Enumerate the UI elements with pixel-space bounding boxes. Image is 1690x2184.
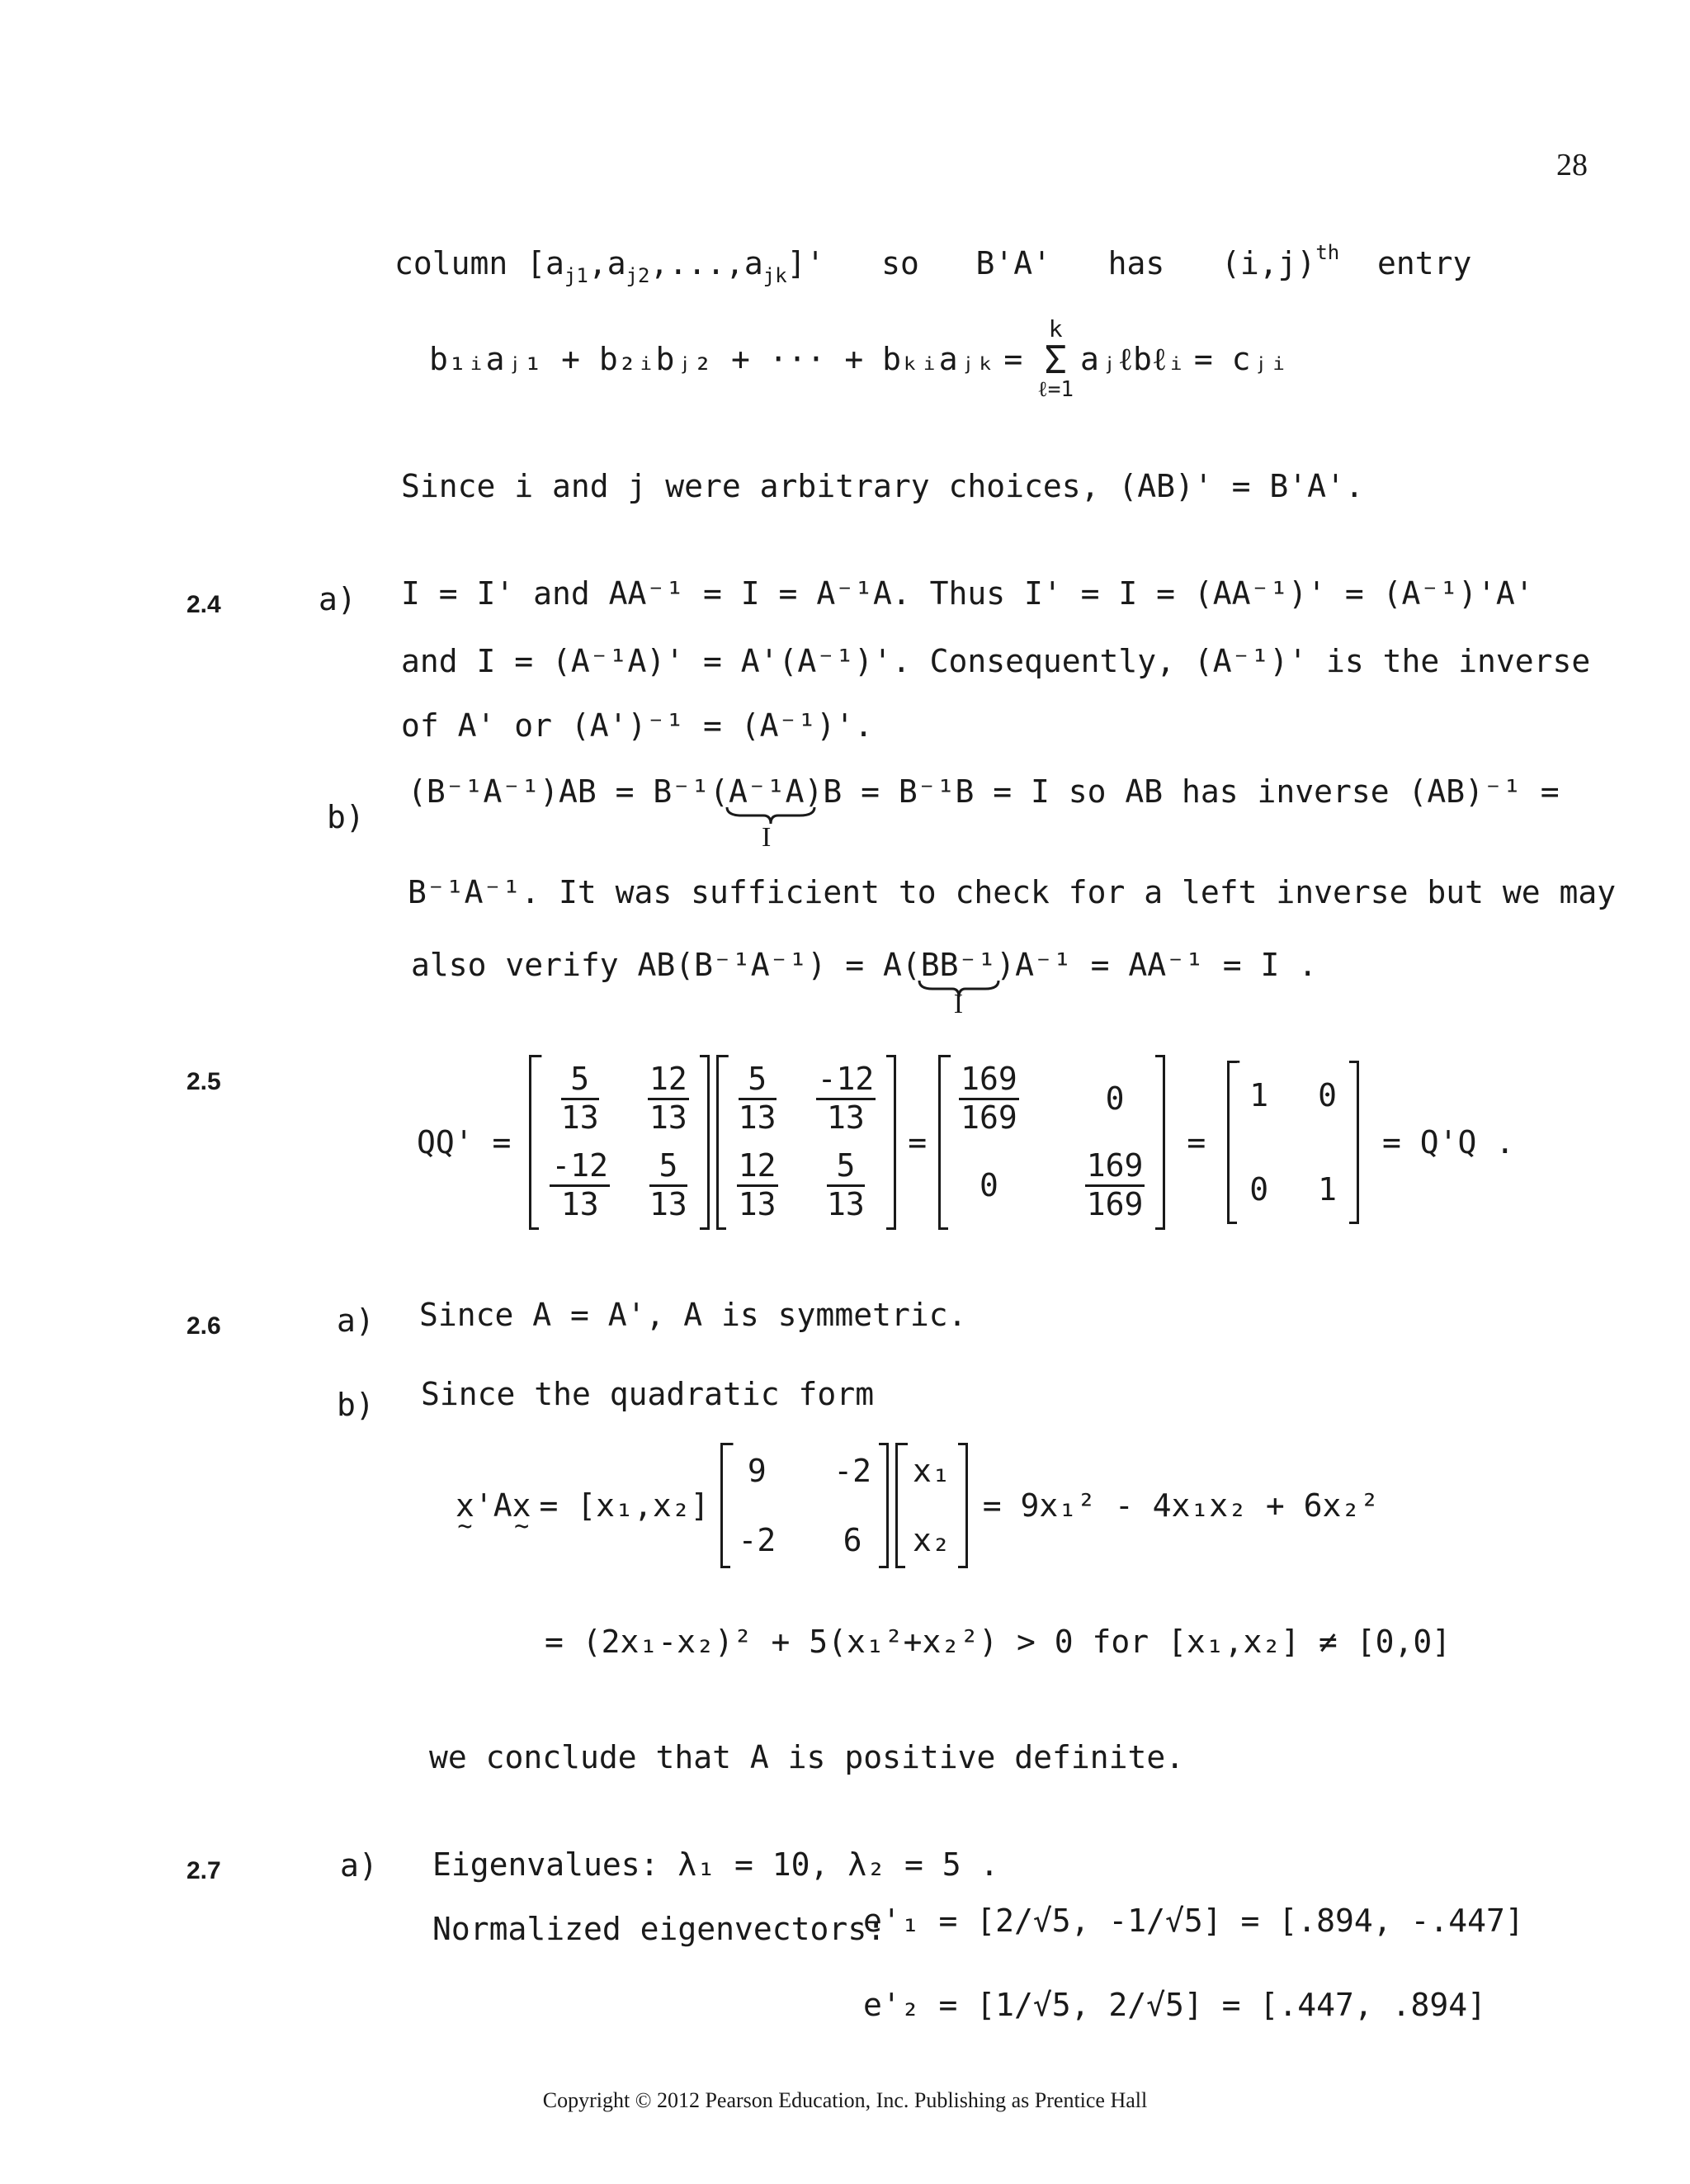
quadratic-form-equation: x ~ 'A x ~ = [x₁,x₂] 9 -2 -2 6 x₁ x₂ = 9x₁² - 4x₁x₂ + 6x₂² [456,1443,1387,1568]
p26-a-line: Since A = A', A is symmetric. [419,1297,967,1333]
column-line: column $[a_{j1},a_{j2},...,a_{jk}]'$ so B'A' has $(i,j)^{th}$ entry [394,241,1472,287]
underbrace: BB⁻¹ I [921,949,997,981]
problem-number-2-7: 2.7 [186,1857,221,1884]
numerator: -12 [550,1150,610,1187]
numerator: 5 [649,1150,687,1187]
numerator: -12 [816,1063,876,1100]
vector-x-cell: x₂ [912,1522,951,1558]
part-a-label: a) [337,1302,375,1339]
p24-a-line3: of A' or (A')⁻¹ = (A⁻¹)'. [401,707,873,744]
matrix-product-cell [959,1063,1019,1135]
problem-number-2-4: 2.4 [186,591,221,618]
matrix-a-cell: 9 [747,1453,767,1489]
matrix-q-transpose-cell [827,1146,865,1222]
matrix-a [720,1443,889,1568]
identity-matrix-cell: 1 [1249,1076,1269,1113]
vector-x-cell: x₁ [912,1453,951,1489]
quadratic-form-expansion: = (2x₁-x₂)² + 5(x₁²+x₂²) > 0 for [x₁,x₂] ≠ [0,0] [545,1624,1452,1660]
numerator: 5 [561,1063,599,1100]
numerator: 169 [959,1063,1019,1100]
matrix-q-transpose-cell [737,1146,778,1222]
p24-b-line3: also verify AB(B⁻¹A⁻¹) = A(BB⁻¹ I )A⁻¹ = AA⁻¹ = I . [411,947,1318,1019]
eigenvectors-label: Normalized eigenvectors: [432,1911,886,1947]
p24-a-line2: and I = (A⁻¹A)' = A'(A⁻¹)'. Consequently, (A⁻¹)' is the inverse [401,643,1591,679]
numerator: 169 [1085,1150,1145,1187]
p24-b-line1: (B⁻¹A⁻¹)AB = B⁻¹(A⁻¹A I )B = B⁻¹B = I so AB has inverse (AB)⁻¹ = [408,773,1560,853]
copyright-footer: Copyright © 2012 Pearson Education, Inc. Publishing as Prentice Hall [542,2088,1148,2112]
identity-matrix-cell: 1 [1318,1170,1338,1208]
eigenvector-2: e'₂ = [1/√5, 2/√5] = [.447, .894] [863,1987,1486,2023]
identity-matrix [1227,1061,1359,1224]
qq-equation: QQ' = $\frac{5}{13}$ $\frac{12}{13}$ $\frac{-12}{13}$ $\frac{5}{13}$ $\frac{5}{13}$ $\frac{-12}{13}$ $\frac{12}{13}$ $\frac{5}{13}$ = $\frac{169}{169}$ 0 0 $\frac{169}{169}$ = 1 0 0 1 = Q'Q . [417,1055,1522,1230]
vector-x [895,1443,968,1568]
matrix-a-cell: -2 [738,1522,777,1558]
matrix-q-cell [561,1063,599,1135]
matrix-product-cell: 0 [1105,1080,1125,1118]
matrix-q-transpose-cell [816,1063,876,1135]
part-b-label: b) [327,799,365,835]
denominator: 13 [738,1099,777,1136]
page-number: 28 [1556,148,1588,182]
summation-symbol: k Σ ℓ=1 [1037,315,1074,402]
numerator: 5 [739,1063,777,1100]
matrix-q-transpose [716,1055,896,1230]
since-arbitrary-line: Since i and j were arbitrary choices, (AB)' = B'A'. [401,468,1364,504]
denominator: 13 [738,1185,777,1222]
problem-number-2-5: 2.5 [186,1068,221,1095]
matrix-a-cell: 6 [843,1522,862,1558]
identity-matrix-cell: 0 [1318,1076,1338,1113]
matrix-q-cell [550,1146,610,1222]
eigenvalues-line: Eigenvalues: λ₁ = 10, λ₂ = 5 . [432,1846,999,1883]
part-a-label: a) [319,581,356,617]
numerator: 12 [737,1150,778,1187]
denominator: 13 [827,1099,865,1136]
eigenvector-1: e'₁ = [2/√5, -1/√5] = [.894, -.447] [863,1903,1524,1939]
identity-matrix-cell: 0 [1249,1170,1269,1208]
part-a-label: a) [340,1847,378,1884]
numerator: 12 [648,1063,689,1100]
matrix-q-cell [649,1146,687,1222]
matrix-product-cell: 0 [979,1167,998,1204]
p26-b-line: Since the quadratic form [421,1376,875,1412]
sum-equation: b₁ᵢaⱼ₁ + b₂ᵢbⱼ₂ + ··· + bₖᵢaⱼₖ = k Σ ℓ=1 aⱼℓbℓᵢ = cⱼᵢ [429,315,1289,402]
positive-definite-conclusion: we conclude that A is positive definite. [429,1739,1185,1775]
matrix-q-cell [648,1063,689,1135]
denominator: 169 [961,1099,1017,1136]
problem-number-2-6: 2.6 [186,1312,221,1340]
matrix-product [938,1055,1165,1230]
p24-b-line2: B⁻¹A⁻¹. It was sufficient to check for a left inverse but we may [408,874,1617,910]
denominator: 13 [649,1099,687,1136]
matrix-q [529,1055,709,1230]
p24-a-line1: I = I' and AA⁻¹ = I = A⁻¹A. Thus I' = I = (AA⁻¹)' = (A⁻¹)'A' [401,575,1534,612]
numerator: 5 [827,1150,865,1187]
underbrace: A⁻¹A I [729,776,805,807]
denominator: 13 [560,1185,599,1222]
matrix-q-transpose-cell [739,1063,777,1135]
denominator: 169 [1086,1185,1144,1222]
denominator: 13 [827,1185,865,1222]
part-b-label: b) [337,1387,375,1423]
matrix-product-cell [1085,1146,1145,1222]
matrix-a-cell: -2 [833,1453,871,1489]
denominator: 13 [649,1185,687,1222]
denominator: 13 [560,1099,599,1136]
